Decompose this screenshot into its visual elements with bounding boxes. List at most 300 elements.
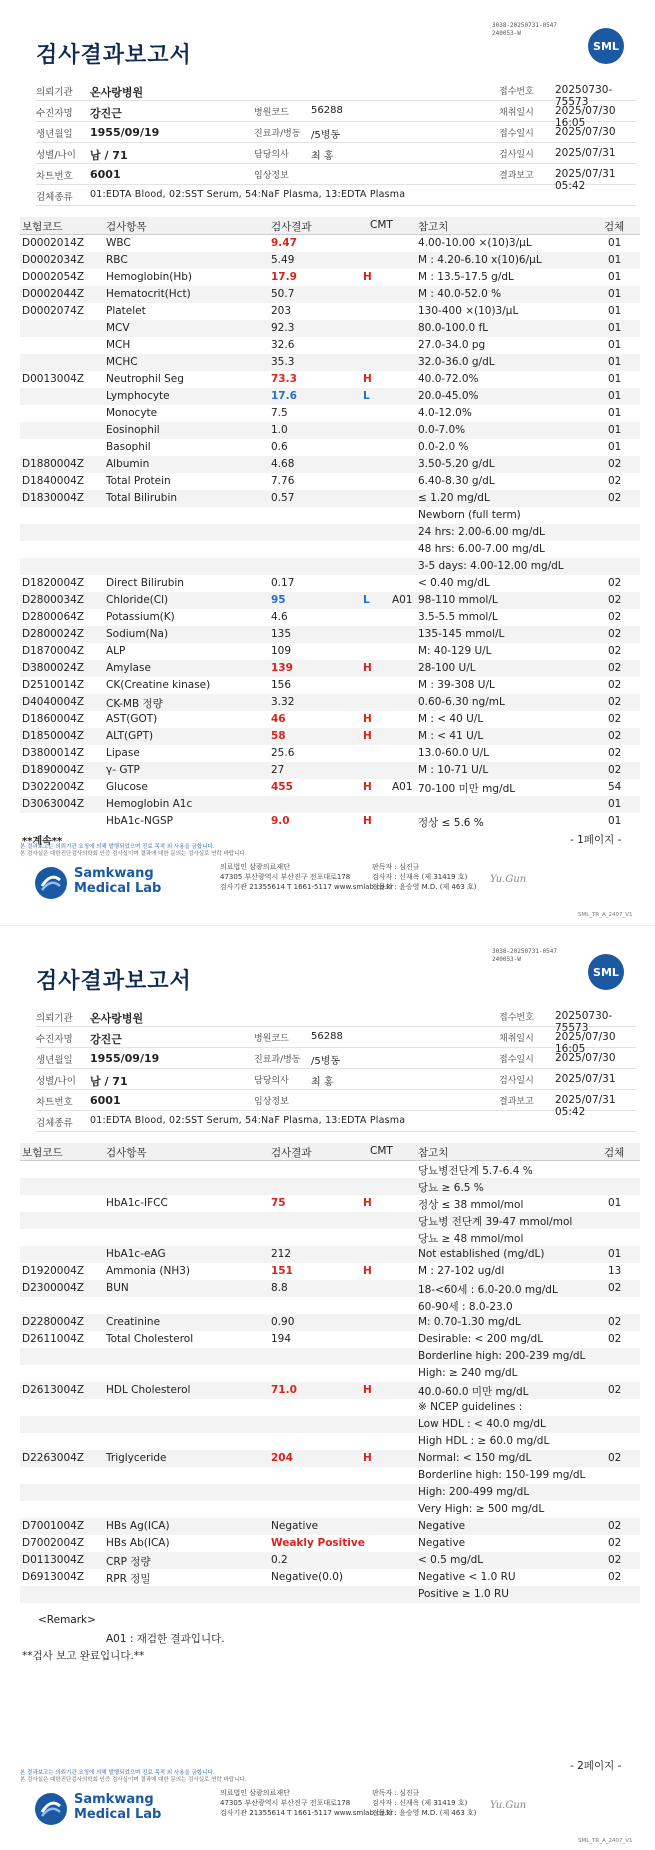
reference-range: 0.0-7.0% (418, 424, 466, 436)
insurance-code: D0002044Z (22, 288, 85, 300)
specimen-code: 01 (608, 322, 622, 334)
test-result: 204 (271, 1452, 293, 1464)
table-row (20, 1518, 640, 1535)
hospital-name: 온사랑병원 (90, 86, 144, 99)
reference-range: 20.0-45.0% (418, 390, 479, 402)
test-result: 95 (271, 594, 286, 606)
table-row (20, 303, 640, 320)
specimen-code: 01 (608, 1248, 622, 1260)
table-row (20, 286, 640, 303)
test-item: ALP (106, 645, 126, 657)
remark-a01: A01 : 재검한 결과입니다. (106, 1633, 225, 1645)
table-row (20, 1365, 640, 1382)
reference-range: M : < 41 U/L (418, 730, 484, 742)
test-item: HDL Cholesterol (106, 1384, 191, 1396)
test-result: 4.68 (271, 458, 295, 470)
test-item: MCHC (106, 356, 138, 368)
test-result: 75 (271, 1197, 286, 1209)
table-row (20, 1314, 640, 1331)
table-row (20, 320, 640, 337)
test-item: Lymphocyte (106, 390, 170, 402)
table-row (20, 269, 640, 286)
specimen-code: 02 (608, 662, 622, 674)
reference-range: 40.0-60.0 미만 mg/dL (418, 1386, 529, 1398)
reference-range: 0.60-6.30 ng/mL (418, 696, 505, 708)
specimen-code: 01 (608, 254, 622, 266)
test-result: 0.90 (271, 1316, 295, 1328)
specimen-types: 01:EDTA Blood, 02:SST Serum, 54:NaF Plasma, 13:EDTA Plasma (90, 189, 406, 200)
test-result: 73.3 (271, 373, 297, 385)
table-row (20, 796, 640, 813)
handwritten-signature: Yu.Gun (490, 1800, 527, 1811)
reference-range: 48 hrs: 6.00-7.00 mg/dL (418, 543, 545, 555)
test-item: HBs Ag(ICA) (106, 1520, 170, 1532)
test-result: 9.47 (271, 237, 297, 249)
reference-range: 3.50-5.20 g/dL (418, 458, 495, 470)
insurance-code: D0002074Z (22, 305, 85, 317)
reference-range: 98-110 mmol/L (418, 594, 498, 606)
test-item: Triglyceride (106, 1452, 167, 1464)
table-row (20, 609, 640, 626)
test-result: 151 (271, 1265, 293, 1277)
reference-range: 60-90세 : 8.0-23.0 (418, 1301, 513, 1313)
lab-address: 의료법인 삼광의료재단 47305 부산광역시 부산진구 전포대로178 검사기관 21355614 T 1661-5117 www.smlab.co.kr (220, 863, 394, 891)
specimen-code: 02 (608, 645, 622, 657)
flag: H (363, 1384, 372, 1396)
specimen-code: 54 (608, 781, 622, 793)
insurance-code: D1920004Z (22, 1265, 85, 1277)
insurance-code: D6913004Z (22, 1571, 85, 1583)
flag: H (363, 815, 372, 827)
test-result: 50.7 (271, 288, 295, 300)
table-row (20, 490, 640, 507)
flag: H (363, 730, 372, 742)
test-result: 35.3 (271, 356, 295, 368)
reference-range: M : 40.0-52.0 % (418, 288, 502, 300)
insurance-code: D2800034Z (22, 594, 85, 606)
table-row (20, 1416, 640, 1433)
specimen-code: 02 (608, 1537, 622, 1549)
table-row (20, 677, 640, 694)
remark-title: <Remark> (38, 1614, 96, 1626)
specimen-code: 01 (608, 815, 622, 827)
insurance-code: D2613004Z (22, 1384, 85, 1396)
specimen-code: 01 (608, 407, 622, 419)
reference-range: 당뇨 ≥ 6.5 % (418, 1182, 484, 1194)
insurance-code: D2611004Z (22, 1333, 85, 1345)
table-row (20, 1280, 640, 1297)
specimen-code: 01 (608, 271, 622, 283)
reference-range: M : 4.20-6.10 x(10)6/μL (418, 254, 542, 266)
test-item: Total Bilirubin (106, 492, 178, 504)
continued-note: **계속** (22, 836, 63, 847)
table-header: 보험코드 검사항목 검사결과 CMT 참고치 검체 (20, 1143, 640, 1161)
flag: H (363, 373, 372, 385)
test-result: 203 (271, 305, 292, 317)
table-row (20, 592, 640, 609)
page-number: - 1페이지 - (570, 834, 622, 846)
specimen-code: 01 (608, 798, 622, 810)
reference-range: Negative < 1.0 RU (418, 1571, 516, 1583)
test-item: HbA1c-eAG (106, 1248, 166, 1260)
test-item: Albumin (106, 458, 150, 470)
insurance-code: D1880004Z (22, 458, 85, 470)
table-row (20, 762, 640, 779)
test-item: RBC (106, 254, 128, 266)
report-title: 검사결과보고서 (36, 43, 192, 68)
reference-range: M : 27-102 ug/dl (418, 1265, 505, 1277)
table-row (20, 1297, 640, 1314)
table-header: 보험코드 검사항목 검사결과 CMT 참고치 검체 (20, 217, 640, 235)
insurance-code: D4040004Z (22, 696, 85, 708)
specimen-code: 02 (608, 1316, 622, 1328)
table-row (20, 252, 640, 269)
handwritten-signature: Yu.Gun (490, 874, 527, 885)
patient-info: 의뢰기관 온사랑병원 접수번호 20250730-75573 수진자명 강진근 병원코드 56288 채취일시 2025/07/30 16:05 생년월일 1955/09/19 진료과/병동 /5병동 접수일시 2025/07/30 성별/나이 남 / 71 담당의사 최 홍 검사일시 2025/07/31 차트번호 6001 임상정보 결과보고 2025/07/31 05:42 검체종류 01:EDTA Blood, 02:SST Serum, 54:NaF Plasma, 13:EDTA Plasma (36, 80, 636, 206)
table-row (20, 1331, 640, 1348)
test-result: 32.6 (271, 339, 295, 351)
specimen-code: 01 (608, 305, 622, 317)
test-item: Monocyte (106, 407, 158, 419)
table-row (20, 779, 640, 796)
table-row (20, 1195, 640, 1212)
test-item: Basophil (106, 441, 151, 453)
table-row (20, 660, 640, 677)
table-row (20, 456, 640, 473)
flag: H (363, 662, 372, 674)
test-item: MCH (106, 339, 131, 351)
document-number: 3038-20250731-0547 240053-W (492, 22, 558, 37)
specimen-code: 02 (608, 679, 622, 691)
reference-range: 정상 ≤ 5.6 % (418, 817, 484, 829)
request-number: 20250730-75573 (555, 84, 613, 108)
reference-range: 4.00-10.00 ×(10)3/μL (418, 237, 532, 249)
reference-range: 4.0-12.0% (418, 407, 472, 419)
reference-range: 3.5-5.5 mmol/L (418, 611, 498, 623)
specimen-code: 02 (608, 594, 622, 606)
table-row (20, 1433, 640, 1450)
lab-name: Samkwang Medical Lab (74, 866, 162, 896)
flag: H (363, 1452, 372, 1464)
reference-range: Borderline high: 200-239 mg/dL (418, 1350, 586, 1362)
specimen-code: 02 (608, 764, 622, 776)
test-result: 1.0 (271, 424, 288, 436)
form-code: SML_TR_A_2407_V1 (578, 1838, 633, 1844)
reference-range: High: 200-499 mg/dL (418, 1486, 530, 1498)
specimen-code: 01 (608, 288, 622, 300)
table-row (20, 1569, 640, 1586)
specimen-code: 02 (608, 1282, 622, 1294)
insurance-code: D3063004Z (22, 798, 85, 810)
specimen-code: 01 (608, 237, 622, 249)
flag: L (363, 390, 370, 402)
sml-logo-icon (34, 866, 68, 900)
specimen-code: 02 (608, 1520, 622, 1532)
specimen-code: 01 (608, 424, 622, 436)
table-row (20, 507, 640, 524)
test-result: 135 (271, 628, 292, 640)
reference-range: Low HDL : < 40.0 mg/dL (418, 1418, 546, 1430)
insurance-code: D1820004Z (22, 577, 85, 589)
table-row (20, 1535, 640, 1552)
reference-range: < 0.40 mg/dL (418, 577, 490, 589)
flag: H (363, 1197, 372, 1209)
reference-range: Normal: < 150 mg/dL (418, 1452, 532, 1464)
test-item: Hemoglobin A1c (106, 798, 193, 810)
test-item: CRP 정량 (106, 1556, 151, 1568)
insurance-code: D0113004Z (22, 1554, 85, 1566)
reference-range: 28-100 U/L (418, 662, 476, 674)
report-complete-note: **검사 보고 완료입니다.** (22, 1650, 145, 1662)
test-item: AST(GOT) (106, 713, 158, 725)
specimen-code: 01 (608, 339, 622, 351)
insurance-code: D2263004Z (22, 1452, 85, 1464)
reference-range: M : 10-71 U/L (418, 764, 489, 776)
table-row (20, 813, 640, 830)
test-item: HbA1c-IFCC (106, 1197, 168, 1209)
table-row (20, 439, 640, 456)
reference-range: Negative (418, 1537, 466, 1549)
specimen-code: 01 (608, 1197, 622, 1209)
test-result: 7.76 (271, 475, 295, 487)
reference-range: Very High: ≥ 500 mg/dL (418, 1503, 545, 1515)
table-row (20, 1552, 640, 1569)
specimen-code: 02 (608, 1571, 622, 1583)
table-row (20, 1501, 640, 1518)
test-result: 139 (271, 662, 293, 674)
test-item: Total Protein (106, 475, 171, 487)
flag: L (363, 594, 370, 606)
test-result: 0.17 (271, 577, 295, 589)
test-result: Weakly Positive (271, 1537, 365, 1549)
test-item: Creatinine (106, 1316, 161, 1328)
reference-range: 당뇨 ≥ 48 mmol/mol (418, 1233, 524, 1245)
insurance-code: D1830004Z (22, 492, 85, 504)
comment-code: A01 (392, 594, 413, 606)
table-row (20, 541, 640, 558)
reference-range: 정상 ≤ 38 mmol/mol (418, 1199, 524, 1211)
table-row (20, 1212, 640, 1229)
signatories: 판독자 : 심진규 검사자 : 신재옥 (제 31419 호) 전문의 : 윤승영 M.D. (제 463 호) (372, 1789, 477, 1817)
table-row (20, 422, 640, 439)
reference-range: M: 0.70-1.30 mg/dL (418, 1316, 521, 1328)
table-row (20, 337, 640, 354)
reference-range: 32.0-36.0 g/dL (418, 356, 495, 368)
label: 의뢰기관 (36, 87, 73, 98)
table-row (20, 1263, 640, 1280)
insurance-code: D3022004Z (22, 781, 85, 793)
test-result: 25.6 (271, 747, 295, 759)
reference-range: 3-5 days: 4.00-12.00 mg/dL (418, 560, 564, 572)
reference-range: 27.0-34.0 pg (418, 339, 486, 351)
comment-code: A01 (392, 781, 413, 793)
insurance-code: D7001004Z (22, 1520, 85, 1532)
table-row (20, 1161, 640, 1178)
sml-logo: SML (588, 954, 624, 990)
insurance-code: D1840004Z (22, 475, 85, 487)
table-row (20, 728, 640, 745)
test-result: 9.0 (271, 815, 290, 827)
report-title: 검사결과보고서 (36, 969, 192, 994)
table-row (20, 1229, 640, 1246)
specimen-code: 02 (608, 696, 622, 708)
specimen-code: 02 (608, 628, 622, 640)
flag: H (363, 1265, 372, 1277)
specimen-code: 02 (608, 1384, 622, 1396)
test-result: 92.3 (271, 322, 295, 334)
insurance-code: D7002004Z (22, 1537, 85, 1549)
test-result: 27 (271, 764, 285, 776)
test-result: 8.8 (271, 1282, 288, 1294)
table-row (20, 1246, 640, 1263)
table-row (20, 235, 640, 252)
table-row (20, 575, 640, 592)
test-result: 156 (271, 679, 292, 691)
test-result: 4.6 (271, 611, 288, 623)
test-item: CK-MB 정량 (106, 698, 163, 710)
test-item: Lipase (106, 747, 140, 759)
specimen-code: 02 (608, 1452, 622, 1464)
test-item: MCV (106, 322, 130, 334)
test-result: 194 (271, 1333, 292, 1345)
test-result: 17.9 (271, 271, 297, 283)
table-row (20, 1348, 640, 1365)
test-item: WBC (106, 237, 131, 249)
reference-range: Borderline high: 150-199 mg/dL (418, 1469, 586, 1481)
lab-name: Samkwang Medical Lab (74, 1792, 162, 1822)
test-result: Negative(0.0) (271, 1571, 344, 1583)
test-result: 0.57 (271, 492, 295, 504)
specimen-code: 01 (608, 356, 622, 368)
insurance-code: D0013004Z (22, 373, 85, 385)
insurance-code: D2510014Z (22, 679, 85, 691)
table-row (20, 473, 640, 490)
reference-range: 80.0-100.0 fL (418, 322, 489, 334)
insurance-code: D3800024Z (22, 662, 85, 674)
test-item: Sodium(Na) (106, 628, 169, 640)
test-result: 7.5 (271, 407, 288, 419)
sml-logo-icon (34, 1792, 68, 1826)
table-row (20, 1178, 640, 1195)
flag: H (363, 781, 372, 793)
specimen-code: 01 (608, 441, 622, 453)
reference-range: 당뇨병 전단계 39-47 mmol/mol (418, 1216, 573, 1228)
table-row (20, 745, 640, 762)
insurance-code: D1890004Z (22, 764, 85, 776)
lab-address: 의료법인 삼광의료재단 47305 부산광역시 부산진구 전포대로178 검사기관 21355614 T 1661-5117 www.smlab.co.kr (220, 1789, 394, 1817)
flag: H (363, 713, 372, 725)
insurance-code: D0002014Z (22, 237, 85, 249)
sml-logo: SML (588, 28, 624, 64)
table-row (20, 694, 640, 711)
reference-range: ※ NCEP guidelines : (418, 1401, 523, 1413)
test-result: 0.6 (271, 441, 288, 453)
test-result: 455 (271, 781, 293, 793)
reference-range: 40.0-72.0% (418, 373, 479, 385)
test-result: 17.6 (271, 390, 297, 402)
test-item: Glucose (106, 781, 148, 793)
test-item: Direct Bilirubin (106, 577, 184, 589)
specimen-code: 02 (608, 730, 622, 742)
reference-range: 당뇨병전단계 5.7-6.4 % (418, 1165, 533, 1177)
test-item: Neutrophil Seg (106, 373, 184, 385)
test-item: Chloride(Cl) (106, 594, 169, 606)
test-item: CK(Creatine kinase) (106, 679, 211, 691)
specimen-code: 02 (608, 492, 622, 504)
test-result: 46 (271, 713, 286, 725)
document-number: 3038-20250731-0547 240053-W (492, 948, 558, 963)
table-row (20, 405, 640, 422)
table-row (20, 1586, 640, 1603)
birth-date: 1955/09/19 (90, 126, 160, 139)
reference-range: M : 39-308 U/L (418, 679, 495, 691)
test-item: HbA1c-NGSP (106, 815, 173, 827)
specimen-code: 02 (608, 577, 622, 589)
table-row (20, 1382, 640, 1399)
insurance-code: D3800014Z (22, 747, 85, 759)
specimen-code: 01 (608, 373, 622, 385)
specimen-code: 02 (608, 713, 622, 725)
test-result: 71.0 (271, 1384, 297, 1396)
test-result: 3.32 (271, 696, 295, 708)
test-item: Ammonia (NH3) (106, 1265, 191, 1277)
insurance-code: D2280004Z (22, 1316, 85, 1328)
footnote: 본 결과보고는 의뢰기관 요청에 의해 발행되었으며 진료 목적 외 사용을 금합니다. 본 검사실은 대한진단검사의학회 인증 검사실이며 결과에 대한 문의는 검사실로 연락 바랍니다. (20, 844, 247, 857)
test-item: Hematocrit(Hct) (106, 288, 191, 300)
test-item: RPR 정밀 (106, 1573, 151, 1585)
specimen-code: 13 (608, 1265, 622, 1277)
insurance-code: D2800024Z (22, 628, 85, 640)
table-row (20, 1467, 640, 1484)
report-page-2 (0, 925, 655, 1850)
reference-range: M : < 40 U/L (418, 713, 484, 725)
reference-range: 0.0-2.0 % (418, 441, 469, 453)
specimen-code: 01 (608, 390, 622, 402)
test-item: Potassium(K) (106, 611, 175, 623)
reference-range: M : 13.5-17.5 g/dL (418, 271, 514, 283)
test-result: 212 (271, 1248, 292, 1260)
reference-range: 24 hrs: 2.00-6.00 mg/dL (418, 526, 545, 538)
results-table (20, 217, 640, 830)
specimen-code: 02 (608, 1333, 622, 1345)
insurance-code: D2800064Z (22, 611, 85, 623)
specimen-code: 02 (608, 611, 622, 623)
reference-range: ≤ 1.20 mg/dL (418, 492, 490, 504)
specimen-code: 02 (608, 458, 622, 470)
table-row (20, 711, 640, 728)
reference-range: 135-145 mmol/L (418, 628, 505, 640)
table-row (20, 388, 640, 405)
reference-range: 70-100 미만 mg/dL (418, 783, 516, 795)
reference-range: M: 40-129 U/L (418, 645, 492, 657)
test-result: Negative (271, 1520, 319, 1532)
reference-range: 130-400 ×(10)3/μL (418, 305, 519, 317)
flag: H (363, 271, 372, 283)
specimen-code: 02 (608, 747, 622, 759)
table-row (20, 1399, 640, 1416)
table-row (20, 1450, 640, 1467)
specimen-code: 02 (608, 1554, 622, 1566)
reference-range: 18-<60세 : 6.0-20.0 mg/dL (418, 1284, 558, 1296)
test-item: Hemoglobin(Hb) (106, 271, 193, 283)
page-number: - 2페이지 - (570, 1760, 622, 1772)
test-item: BUN (106, 1282, 129, 1294)
insurance-code: D1860004Z (22, 713, 85, 725)
test-item: Eosinophil (106, 424, 160, 436)
table-row (20, 371, 640, 388)
test-result: 5.49 (271, 254, 295, 266)
test-result: 0.2 (271, 1554, 288, 1566)
